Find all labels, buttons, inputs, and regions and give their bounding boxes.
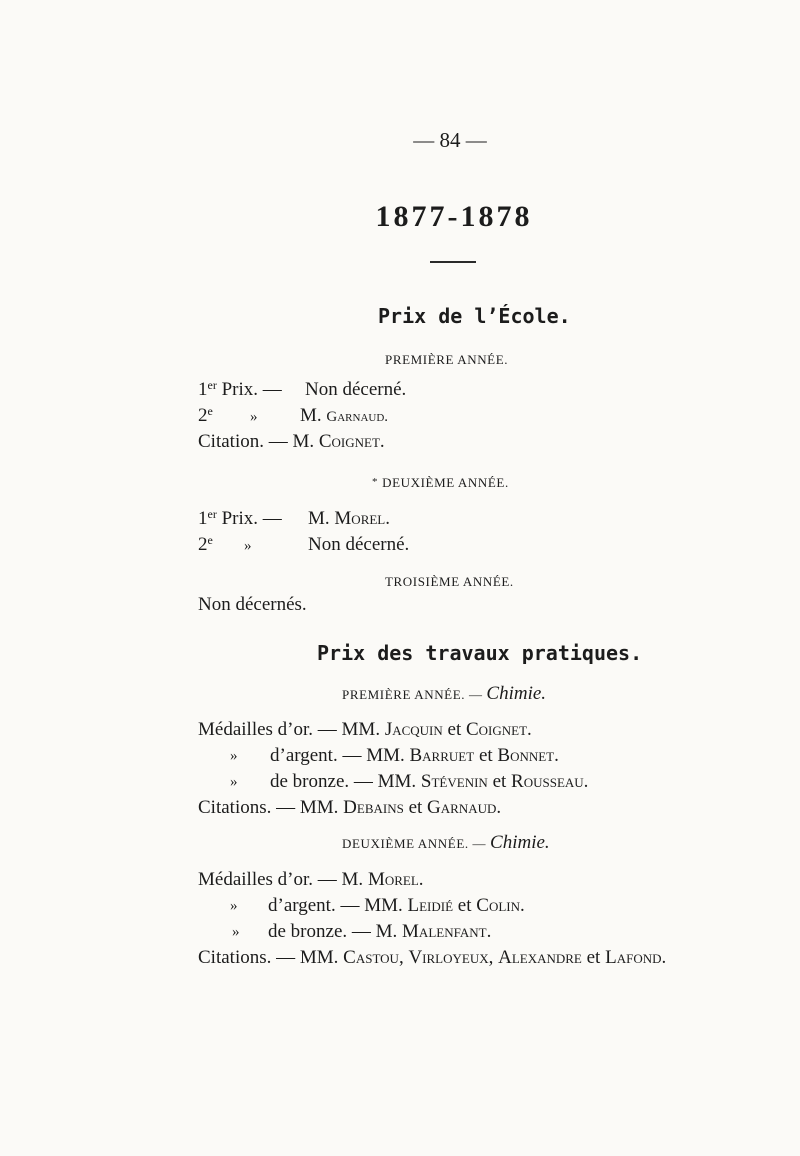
medal-row: Médailles d’or. — M. Morel. bbox=[198, 869, 424, 890]
prize-row: 2e bbox=[198, 404, 213, 426]
prize-value: Non décerné. bbox=[305, 379, 407, 400]
prize-row: 2e bbox=[198, 533, 213, 555]
ditto-mark: » bbox=[232, 924, 240, 940]
section-title-travaux-pratiques: Prix des travaux pratiques. bbox=[317, 641, 643, 665]
ditto-mark: » bbox=[230, 898, 238, 914]
year-heading: 1877-1878 bbox=[375, 200, 533, 233]
prize-value: M. Garnaud. bbox=[300, 405, 389, 426]
ditto-mark: » bbox=[230, 748, 238, 764]
medal-row: d’argent. — MM. Leidié et Colin. bbox=[268, 895, 525, 916]
heading-rule bbox=[430, 261, 476, 263]
medal-row: de bronze. — M. Malenfant. bbox=[268, 921, 492, 942]
ditto-mark: » bbox=[250, 409, 258, 425]
citation-row: Citations. — MM. Castou, Virloyeux, Alexandre et Lafond. bbox=[198, 947, 667, 968]
citation-row: Citation. — M. Coignet. bbox=[198, 431, 385, 452]
year-heading-premiere: PREMIÈRE ANNÉE. bbox=[385, 352, 509, 367]
prize-value: M. Morel. bbox=[308, 508, 390, 529]
year-heading-deuxieme-chimie: DEUXIÈME ANNÉE. — Chimie. bbox=[342, 832, 550, 853]
prize-row: 1er Prix. — bbox=[198, 378, 282, 400]
year-heading-deuxieme: * DEUXIÈME ANNÉE. bbox=[372, 475, 509, 490]
prize-row: 1er Prix. — bbox=[198, 507, 282, 529]
medal-row: d’argent. — MM. Barruet et Bonnet. bbox=[270, 745, 559, 766]
year-heading-troisieme: TROISIÈME ANNÉE. bbox=[385, 574, 514, 589]
citation-row: Citations. — MM. Debains et Garnaud. bbox=[198, 797, 502, 818]
page-number: — 84 — bbox=[413, 128, 487, 152]
ditto-mark: » bbox=[244, 538, 252, 554]
prize-value: Non décerné. bbox=[308, 534, 410, 555]
medal-row: de bronze. — MM. Stévenin et Rousseau. bbox=[270, 771, 589, 792]
section-title-prix-ecole: Prix de l’École. bbox=[378, 304, 571, 328]
prize-value: Non décernés. bbox=[198, 594, 307, 615]
medal-row: Médailles d’or. — MM. Jacquin et Coignet. bbox=[198, 719, 532, 740]
ditto-mark: » bbox=[230, 774, 238, 790]
year-heading-premiere-chimie: PREMIÈRE ANNÉE. — Chimie. bbox=[342, 683, 547, 704]
